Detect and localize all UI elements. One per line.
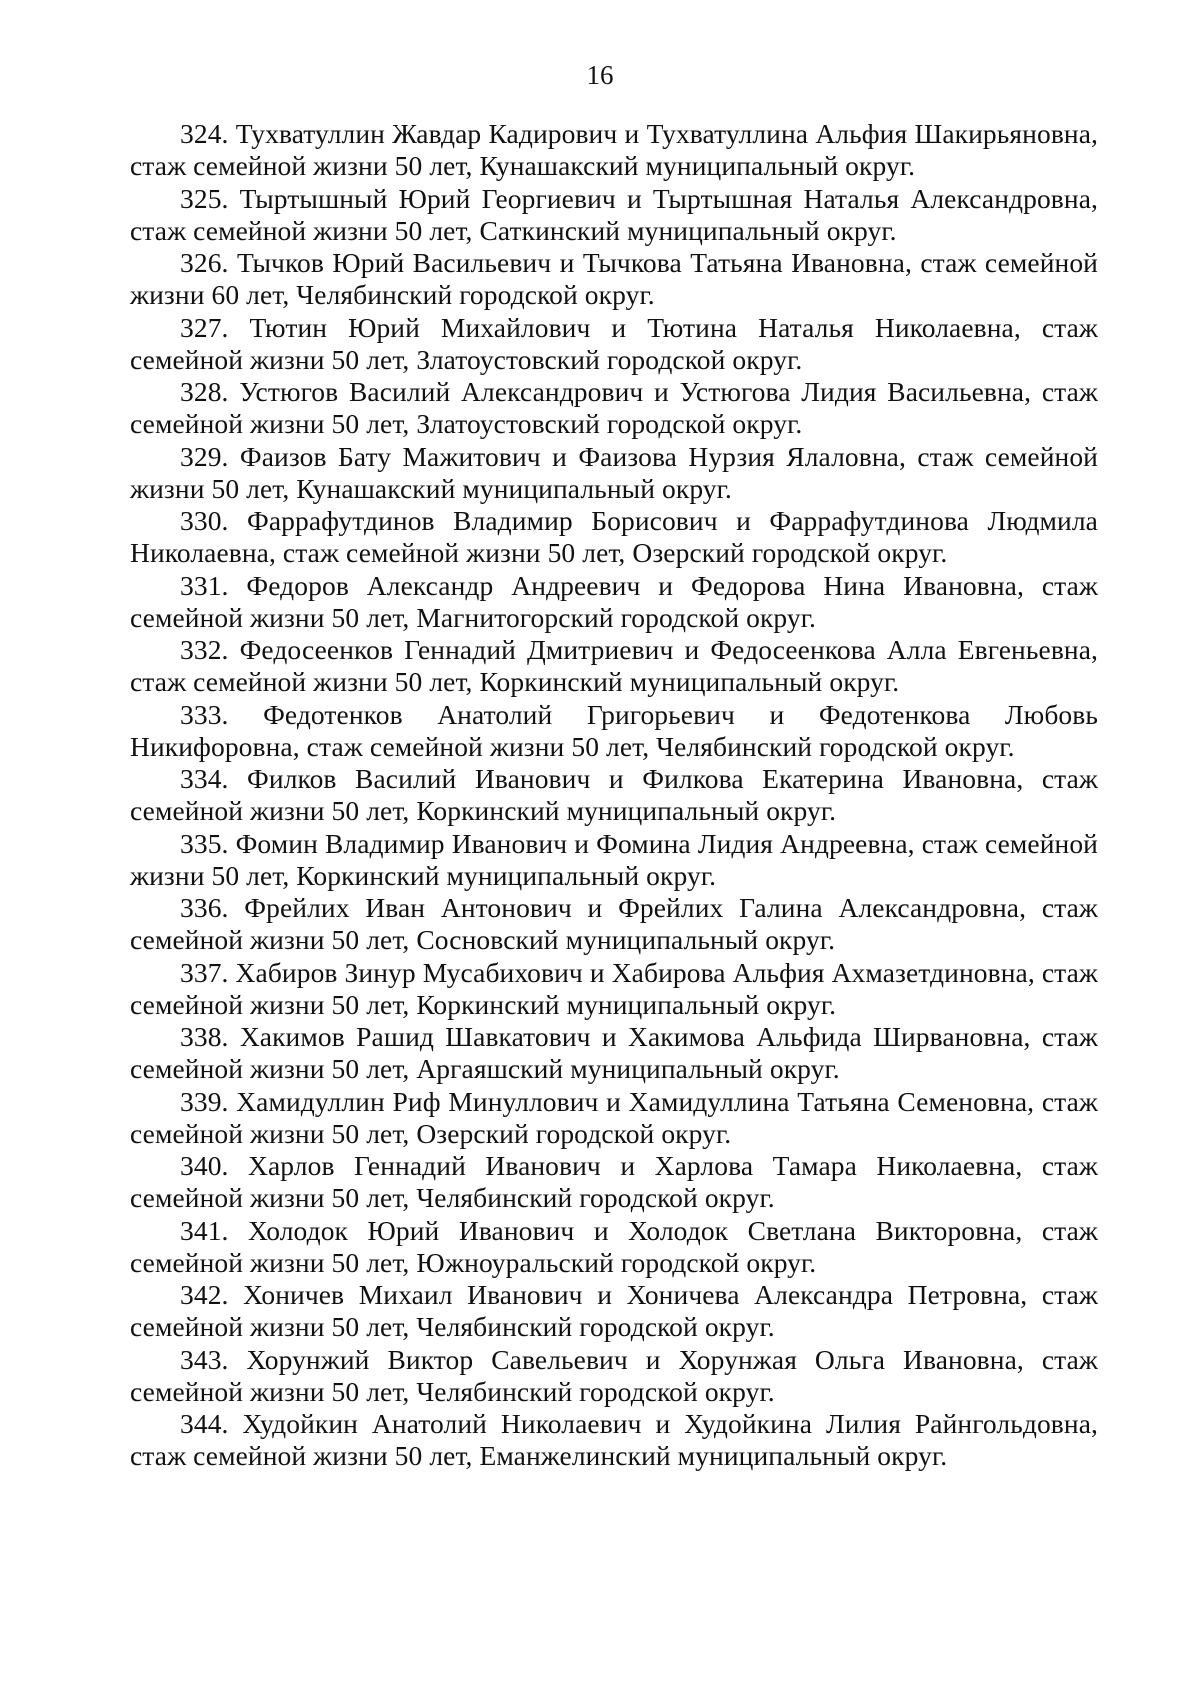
- list-item: 331. Федоров Александр Андреевич и Федорова Нина Ивановна, стаж семейной жизни 50 лет, Магнитогорский городской округ.: [130, 569, 1098, 633]
- list-item: 326. Тычков Юрий Васильевич и Тычкова Татьяна Ивановна, стаж семейной жизни 60 лет, Челябинский городской округ.: [130, 247, 1098, 310]
- list-item: 337. Хабиров Зинур Мусабихович и Хабирова Альфия Ахмазетдиновна, стаж семейной жизни 50 лет, Коркинский муниципальный округ.: [130, 956, 1098, 1020]
- list-item: 338. Хакимов Рашид Шавкатович и Хакимова Альфида Ширвановна, стаж семейной жизни 50 лет, Аргаяшский муниципальный округ.: [130, 1021, 1098, 1084]
- list-item: 341. Холодок Юрий Иванович и Холодок Светлана Викторовна, стаж семейной жизни 50 лет, Южноуральский городской округ.: [130, 1214, 1098, 1278]
- list-item: 340. Харлов Геннадий Иванович и Харлова Тамара Николаевна, стаж семейной жизни 50 лет, Челябинский городской округ.: [130, 1150, 1098, 1213]
- list-item: 335. Фомин Владимир Иванович и Фомина Лидия Андреевна, стаж семейной жизни 50 лет, Коркинский муниципальный округ.: [130, 827, 1098, 891]
- list-item: 328. Устюгов Василий Александрович и Устюгова Лидия Васильевна, стаж семейной жизни 50 лет, Златоустовский городской округ.: [130, 376, 1098, 439]
- list-item: 327. Тютин Юрий Михайлович и Тютина Наталья Николаевна, стаж семейной жизни 50 лет, Златоустовский городской округ.: [130, 311, 1098, 375]
- list-item: 334. Филков Василий Иванович и Филкова Екатерина Ивановна, стаж семейной жизни 50 лет, Коркинский муниципальный округ.: [130, 763, 1098, 826]
- list-item: 336. Фрейлих Иван Антонович и Фрейлих Галина Александровна, стаж семейной жизни 50 лет, Сосновский муниципальный округ.: [130, 892, 1098, 955]
- list-item: 339. Хамидуллин Риф Минуллович и Хамидуллина Татьяна Семеновна, стаж семейной жизни 50 лет, Озерский городской округ.: [130, 1085, 1098, 1149]
- entry-list: [130, 118, 1098, 1473]
- list-item: 344. Худойкин Анатолий Николаевич и Худойкина Лилия Райнгольдовна, стаж семейной жизни 50 лет, Еманжелинский муниципальный округ.: [130, 1408, 1098, 1471]
- list-item: 332. Федосеенков Геннадий Дмитриевич и Федосеенкова Алла Евгеньевна, стаж семейной жизни 50 лет, Коркинский муниципальный округ.: [130, 634, 1098, 697]
- list-item: 333. Федотенков Анатолий Григорьевич и Федотенкова Любовь Никифоровна, стаж семейной жизни 50 лет, Челябинский городской округ.: [130, 698, 1098, 762]
- list-item: 343. Хорунжий Виктор Савельевич и Хорунжая Ольга Ивановна, стаж семейной жизни 50 лет, Челябинский городской округ.: [130, 1343, 1098, 1407]
- list-item: 342. Хоничев Михаил Иванович и Хоничева Александра Петровна, стаж семейной жизни 50 лет, Челябинский городской округ.: [130, 1279, 1098, 1342]
- page-number: 16: [586, 60, 614, 90]
- list-item: 325. Тыртышный Юрий Георгиевич и Тыртышная Наталья Александровна, стаж семейной жизни 50 лет, Саткинский муниципальный округ.: [130, 182, 1098, 246]
- list-item: 324. Тухватуллин Жавдар Кадирович и Тухватуллина Альфия Шакирьяновна, стаж семейной жизни 50 лет, Кунашакский муниципальный округ.: [130, 118, 1098, 181]
- list-item: 329. Фаизов Бату Мажитович и Фаизова Нурзия Ялаловна, стаж семейной жизни 50 лет, Кунашакский муниципальный округ.: [130, 440, 1098, 504]
- list-item: 330. Фаррафутдинов Владимир Борисович и Фаррафутдинова Людмила Николаевна, стаж семейной жизни 50 лет, Озерский городской округ.: [130, 505, 1098, 568]
